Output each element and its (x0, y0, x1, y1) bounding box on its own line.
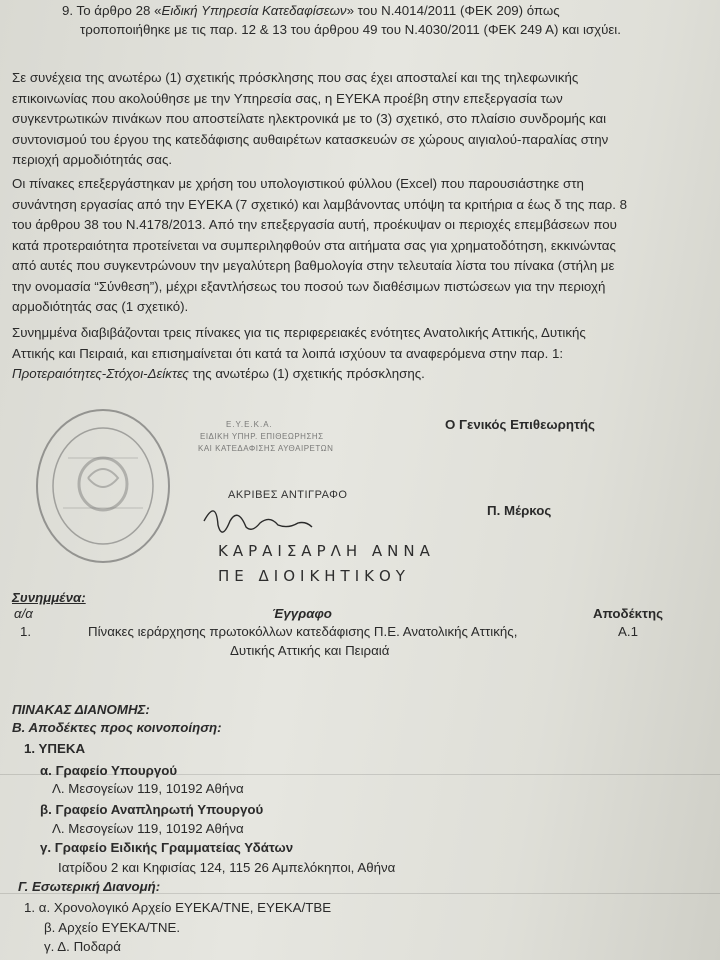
distribution-g-heading: Γ. Εσωτερική Διανομή: (18, 879, 161, 894)
attachment-row-doc-1: Πίνακες ιεράρχησης πρωτοκόλλων κατεδάφισης Π.Ε. Ανατολικής Αττικής, (88, 624, 518, 639)
distribution-b-heading: Β. Αποδέκτες προς κοινοποίηση: (12, 720, 222, 735)
paragraph-line: Αττικής και Πειραιά, και επισημαίνεται ότι κατά τα λοιπά ισχύουν τα αναφερόμενα στην παρ. 1: (12, 345, 564, 361)
stamp-office-line-3: ΚΑΙ ΚΑΤΕΔΑΦΙΣΗΣ ΑΥΘΑΙΡΕΤΩΝ (198, 444, 334, 453)
attachments-col-recipient: Αποδέκτης (593, 606, 663, 621)
clerk-name: ΚΑΡΑΙΣΑΡΛΗ ΑΝΝΑ (218, 542, 435, 560)
distribution-b-address: Λ. Μεσογείων 119, 10192 Αθήνα (52, 821, 244, 836)
paragraph-2 (12, 174, 702, 318)
item-9-line-2: τροποποιήθηκε με τις παρ. 12 & 13 του άρθρου 49 του Ν.4030/2011 (ΦΕΚ 249 Α) και ισχύει. (80, 22, 621, 37)
distribution-g-item-2: β. Αρχείο ΕΥΕΚΑ/ΤΝΕ. (44, 920, 181, 935)
paragraph-line: Οι πίνακες επεξεργάστηκαν με χρήση του υπολογιστικού φύλλου (Excel) που παρουσιάστηκε στη (12, 176, 584, 191)
attachment-row-num: 1. (20, 624, 32, 639)
certified-copy-stamp: ΑΚΡΙΒΕΣ ΑΝΤΙΓΡΑΦΟ (228, 489, 348, 501)
distribution-item-1: 1. ΥΠΕΚΑ (24, 741, 86, 756)
paragraph-line: Σε συνέχεια της ανωτέρω (1) σχετικής πρόσκλησης που σας έχει αποσταλεί και της τηλεφωνικής (12, 70, 579, 85)
distribution-g-item-3: γ. Δ. Ποδαρά (44, 939, 121, 954)
distribution-a-address: Λ. Μεσογείων 119, 10192 Αθήνα (52, 781, 244, 796)
paragraph-line: Προτεραιότητες-Στόχοι-Δείκτες της ανωτέρω (1) σχετικής πρόσκλησης. (12, 366, 425, 381)
signatory-name: Π. Μέρκος (487, 503, 552, 518)
distribution-b-label: β. Γραφείο Αναπληρωτή Υπουργού (40, 802, 264, 817)
distribution-heading: ΠΙΝΑΚΑΣ ΔΙΑΝΟΜΗΣ: (12, 702, 150, 717)
paragraph-3 (12, 323, 702, 385)
paragraph-line: την ονομασία “Σύνθεση”), μέχρι εξαντλήσεως του ποσού των διαθέσιμων πιστώσεων για την περιοχή (12, 278, 606, 294)
paragraph-1 (12, 68, 702, 171)
item-9-line-1: 9. Το άρθρο 28 «Ειδική Υπηρεσία Κατεδαφίσεων» του Ν.4014/2011 (ΦΕΚ 209) όπως (62, 3, 560, 18)
stamp-office-line-1: Ε.Υ.Ε.Κ.Α. (226, 420, 273, 429)
distribution-g-item-1: 1. α. Χρονολογικό Αρχείο ΕΥΕΚΑ/ΤΝΕ, ΕΥΕΚΑ/ΤΒΕ (24, 900, 332, 915)
attachment-row-recipient: Α.1 (618, 624, 638, 639)
distribution-a-label: α. Γραφείο Υπουργού (40, 763, 178, 778)
paragraph-line: αρμοδιότητάς σας (1 σχετικό). (12, 299, 189, 314)
paragraph-line: κατά προτεραιότητα προτείνεται να συμπεριληφθούν στα αιτήματα σας για χρηματοδότηση, εκκινώντας (12, 237, 616, 253)
paragraph-line: επικοινωνίας που ακολούθησε με την Υπηρεσία σας, η ΕΥΕΚΑ προέβη στην επεξεργασία των (12, 90, 563, 106)
paragraph-line: συντονισμού του έργου της κατεδάφισης αυθαιρέτων κατασκευών σε χώρους αιγιαλού-παραλίας στην (12, 131, 609, 147)
paragraph-line: του άρθρου 38 του Ν.4178/2013. Από την επεξεργασία αυτή, προέκυψαν οι περιοχές επεμβάσεων που (12, 217, 617, 232)
attachments-col-doc: Έγγραφο (272, 606, 332, 621)
paragraph-line: περιοχή αρμοδιότητάς σας. (12, 152, 173, 167)
attachment-row-doc-2: Δυτικής Αττικής και Πειραιά (230, 643, 390, 658)
distribution-c-label: γ. Γραφείο Ειδικής Γραμματείας Υδάτων (40, 840, 294, 855)
distribution-c-address: Ιατρίδου 2 και Κηφισίας 124, 115 26 Αμπελόκηποι, Αθήνα (58, 860, 396, 875)
attachments-heading: Συνημμένα: (12, 590, 86, 605)
attachments-col-num: α/α (14, 606, 33, 621)
official-seal-icon (28, 398, 242, 570)
paragraph-line: από αυτές που συγκεντρώνουν την μεγαλύτερη βαθμολογία στην τελευταία λίστα του πίνακα (στήλη με (12, 258, 615, 273)
paragraph-line: συνάντηση εργασίας από την ΕΥΕΚΑ (7 σχετικό) και λαμβάνοντας υπόψη τα κριτήρια α έως δ της παρ. 8 (12, 196, 627, 212)
clerk-title: ΠΕ ΔΙΟΙΚΗΤΙΚΟΥ (218, 567, 410, 585)
handwritten-signature-icon (200, 503, 350, 537)
stamp-office-line-2: ΕΙΔΙΚΗ ΥΠΗΡ. ΕΠΙΘΕΩΡΗΣΗΣ (200, 432, 324, 441)
paragraph-line: Συνημμένα διαβιβάζονται τρεις πίνακες για τις περιφερειακές ενότητες Ανατολικής Αττικής, Δυτικής (12, 325, 586, 340)
paragraph-line: συγκεντρωτικών πινάκων που αποστείλατε ηλεκτρονικά με το (3) σχετικό, στο πλαίσιο συνδρομής και (12, 111, 607, 126)
signatory-role: Ο Γενικός Επιθεωρητής (445, 417, 595, 432)
